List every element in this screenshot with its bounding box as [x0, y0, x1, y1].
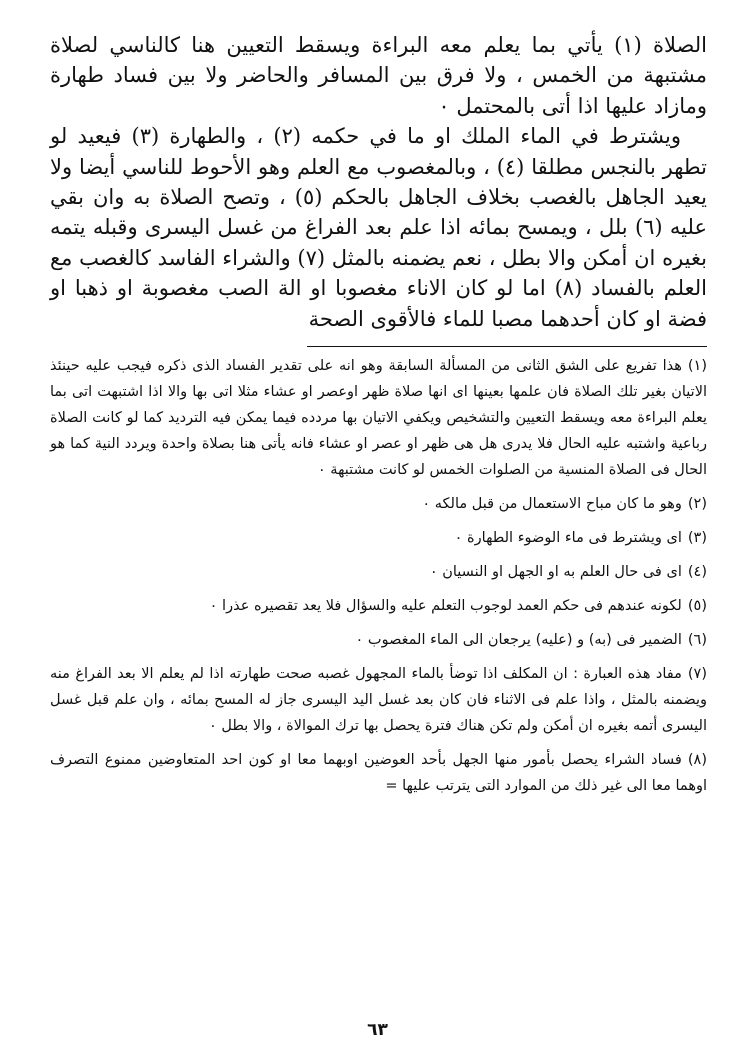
footnote	[50, 559, 707, 585]
footnote	[50, 353, 707, 483]
footnote-text: هذا تفريع على الشق الثانى من المسألة السابقة وهو انه على تقدير الفساد الذى ذكره فيجب عليه حينئذ الاتيان بغير تلك الصلاة فان علمها بعينها اى انها صلاة ظهر اوعصر او عشاء مثلا اتى بها والا اذا اشتبهت اتى بما يعلم البراءة معه ويسقط التعيين والتشخيص ويكفي الاتيان بها مردده فيما يمكن فيه الترديد كما لو كانت الصلاة رباعية واشتبه عليه الحال فلا يدرى هل هى ظهر او عصر او عشاء فانه يأتى هنا بصلاة واحدة ويردد النية كما هو الحال فى الصلاة المنسية من الصلوات الخمس لو كانت مشتبهة ٠	[50, 358, 707, 479]
footnote-number: (٨)	[687, 752, 707, 769]
footnote-number: (٧)	[687, 666, 707, 683]
footnotes	[50, 353, 707, 799]
footnote-text: وهو ما كان مباح الاستعمال من قبل مالكه ٠	[422, 496, 682, 513]
main-text	[50, 30, 707, 334]
footnote	[50, 593, 707, 619]
footnote	[50, 627, 707, 653]
footnote	[50, 491, 707, 517]
footnote-text: اى فى حال العلم به او الجهل او النسيان ٠	[429, 564, 682, 581]
footnote-text: الضمير فى (به) و (عليه) يرجعان الى الماء المغصوب ٠	[355, 632, 682, 649]
footnote-text: مفاد هذه العبارة : ان المكلف اذا توضأ بالماء المجهول غصبه صحت طهارته اذا لم يعلم الا بعد الفراغ منه ويضمنه بالمثل ، واذا علم فى الاثناء فان كان بعد غسل اليد اليسرى جاز له المسح بمائه ، وان علم قبل غسل اليسرى أتمه بغيره ان أمكن ولم تكن هناك فترة يحصل بها ترك الموالاة ، والا بطل ٠	[50, 666, 707, 735]
footnote-text: لكونه عندهم فى حكم العمد لوجوب التعلم عليه والسؤال فلا يعد تقصيره عذرا ٠	[209, 598, 682, 615]
main-paragraph: ويشترط في الماء الملك او ما في حكمه (٢) ، والطهارة (٣) فيعيد لو تطهر بالنجس مطلقا (٤) ، وبالمغصوب مع العلم وهو الأحوط للناسي أيضا ولا يعيد الجاهل بالغصب بخلاف الجاهل بالحكم (٥) ، وتصح الصلاة به وان بقي عليه (٦) بلل ، ويمسح بمائه اذا علم بعد الفراغ من غسل اليسرى وقبله يتمه بغيره ان أمكن والا بطل ، نعم يضمنه بالمثل (٧) والشراء الفاسد كالغصب مع العلم بالفساد (٨) اما لو كان الاناء مغصوبا او الة الصب مغصوبة او ذهبا او فضة او كان أحدهما مصبا للماء فالأقوى الصحة	[50, 124, 708, 331]
footnote-number: (٣)	[687, 530, 707, 547]
footnote-number: (٥)	[687, 598, 707, 615]
footnote-number: (٢)	[687, 496, 707, 513]
footnote-number: (٦)	[687, 632, 707, 649]
footnote-number: (١)	[687, 358, 707, 375]
footnote	[50, 747, 707, 799]
footnote-divider	[307, 346, 707, 347]
page-number: ٦٣	[367, 1020, 388, 1040]
footnote-number: (٤)	[687, 564, 707, 581]
footnote	[50, 525, 707, 551]
footnote	[50, 661, 707, 739]
footnote-text: اى ويشترط فى ماء الوضوء الطهارة ٠	[454, 530, 682, 547]
main-paragraph: الصلاة (١) يأتي بما يعلم معه البراءة ويسقط التعيين هنا كالناسي لصلاة مشتبهة من الخمس ، ولا فرق بين المسافر والحاضر ولا بين فساد طهارة ومازاد عليها اذا أتى بالمحتمل ٠	[50, 33, 707, 118]
footnote-text: فساد الشراء يحصل بأمور منها الجهل بأحد العوضين اوبهما معا او كون احد المتعاوضين ممنوع التصرف اوهما معا الى غير ذلك من الموارد التى يترتب عليها =	[50, 752, 707, 795]
